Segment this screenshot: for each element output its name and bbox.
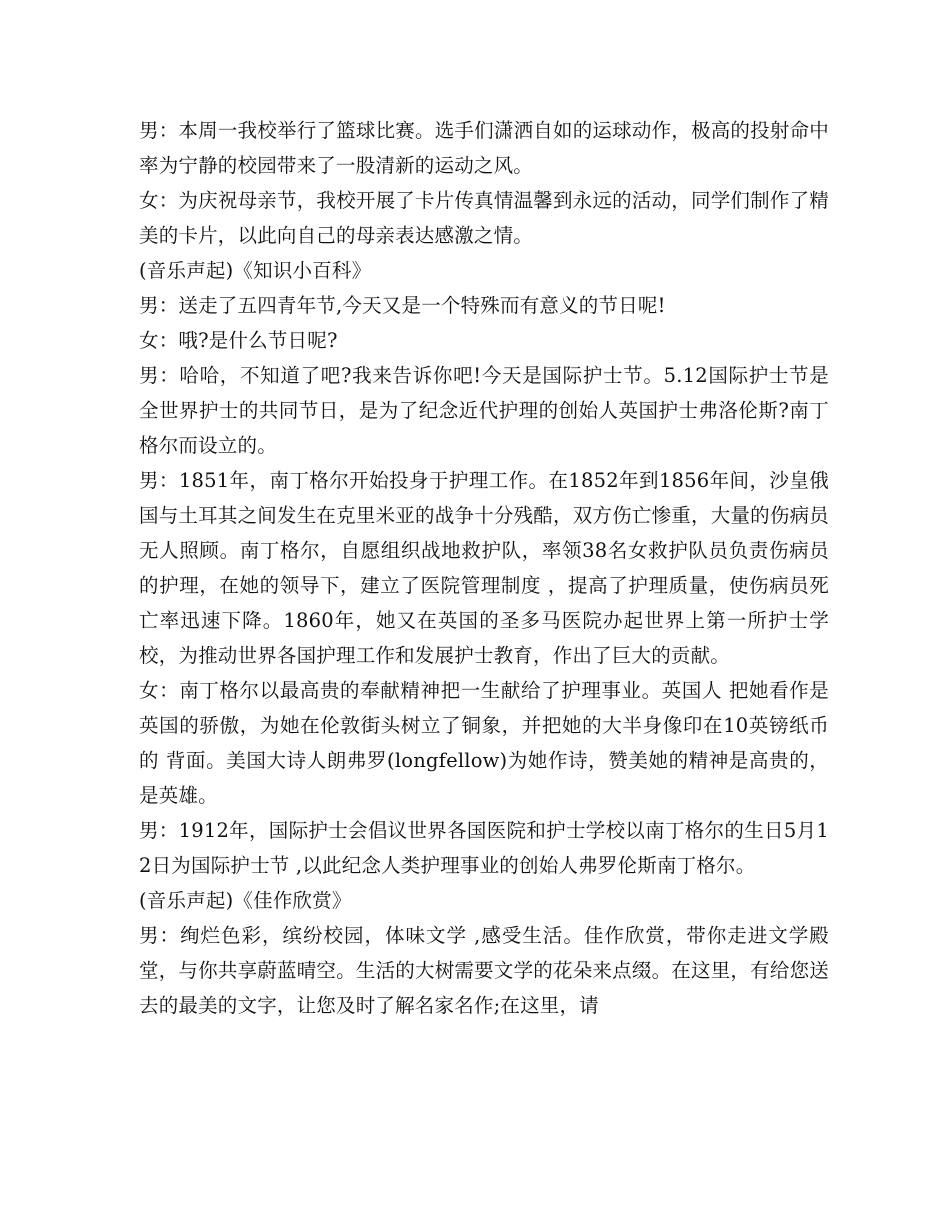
paragraph-1: 男：本周一我校举行了篮球比赛。选手们潇洒自如的运球动作，极高的投射命中率为宁静的校园带来了一股清新的运动之风。 (139, 119, 829, 177)
section-heading-appreciation: (音乐声起)《佳作欣赏》 (139, 889, 352, 912)
paragraph-5: 男：哈哈，不知道了吧?我来告诉你吧!今天是国际护士节。5.12国际护士节是全世界护士的共同节日，是为了纪念近代护理的创始人英国护士弗洛伦斯?南丁格尔而设立的。 (139, 364, 829, 457)
paragraph-7: 女：南丁格尔以最高贵的奉献精神把一生献给了护理事业。英国人 把她看作是英国的骄傲，为她在伦敦街头树立了铜象，并把她的大半身像印在10英镑纸币的 背面。美国大诗人朗弗罗(longfellow)为她作诗，赞美她的精神是高贵的，是英雄。 (139, 679, 829, 807)
paragraph-6: 男：1851年，南丁格尔开始投身于护理工作。在1852年到1856年间，沙皇俄国与土耳其之间发生在克里米亚的战争十分残酷，双方伤亡惨重，大量的伤病员无人照顾。南丁格尔，自愿组织战地救护队，率领38名女救护队员负责伤病员的护理，在她的领导下，建立了医院管理制度 ，提高了护理质量，使伤病员死亡率迅速下降。1860年，她又在英国的圣多马医院办起世界上第一所护士学校，为推动世界各国护理工作和发展护士教育，作出了巨大的贡献。 (139, 469, 829, 667)
paragraph-2: 女：为庆祝母亲节，我校开展了卡片传真情温馨到永远的活动，同学们制作了精美的卡片，以此向自己的母亲表达感激之情。 (139, 189, 829, 247)
paragraph-9: 男：绚烂色彩，缤纷校园，体味文学 ,感受生活。佳作欣赏，带你走进文学殿堂，与你共享蔚蓝晴空。生活的大树需要文学的花朵来点缀。在这里，有给您送去的最美的文字，让您及时了解名家名作;在这里，请 (139, 924, 829, 1017)
paragraph-8: 男：1912年，国际护士会倡议世界各国医院和护士学校以南丁格尔的生日5月12日为国际护士节 ,以此纪念人类护理事业的创始人弗罗伦斯南丁格尔。 (139, 819, 829, 877)
document-body (139, 113, 829, 1023)
paragraph-3: 男：送走了五四青年节,今天又是一个特殊而有意义的节日呢! (139, 294, 666, 317)
paragraph-4: 女：哦?是什么节日呢? (139, 329, 338, 352)
section-heading-knowledge: (音乐声起)《知识小百科》 (139, 259, 372, 282)
